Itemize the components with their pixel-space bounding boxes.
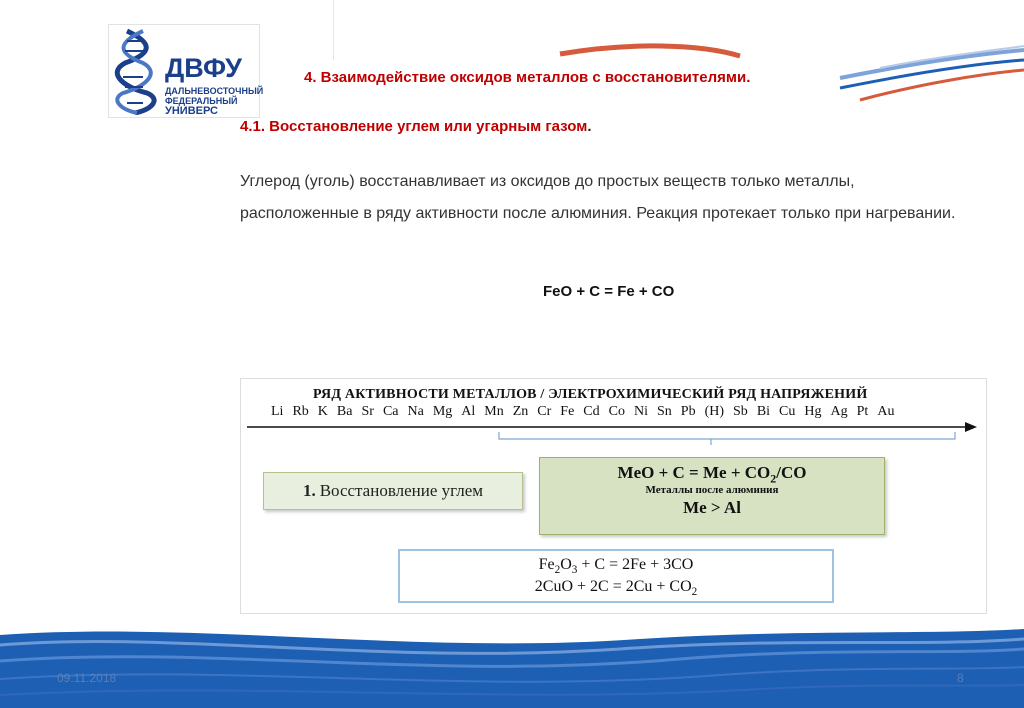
- metal-symbol: Fe: [560, 404, 575, 419]
- example-equation-1: $Fe_2O_3 + C = 2Fe + 3CO$: [538, 556, 694, 577]
- divider-line: [333, 0, 334, 60]
- metal-symbol: Bi: [756, 404, 771, 419]
- metal-symbol: Zn: [512, 404, 529, 419]
- box-label: Восстановление углем: [319, 481, 484, 500]
- metal-symbol: Mn: [484, 404, 504, 419]
- metal-symbol: Au: [877, 404, 895, 419]
- general-reaction-box: [539, 457, 885, 535]
- metal-symbol: Li: [271, 404, 284, 419]
- metal-symbol: Sn: [656, 404, 672, 419]
- metal-symbol: Mg: [432, 404, 453, 419]
- decorative-footer-band: [0, 625, 1024, 708]
- metal-symbol: Cu: [779, 404, 796, 419]
- dna-helix-icon: [113, 27, 165, 115]
- metal-symbol: Cd: [583, 404, 600, 419]
- logo-title: ДВФУ: [165, 53, 242, 83]
- activity-series-figure: [240, 378, 987, 614]
- metal-symbol: Hg: [804, 404, 822, 419]
- figure-title: РЯД АКТИВНОСТИ МЕТАЛЛОВ / ЭЛЕКТРОХИМИЧЕСКИЙ РЯД НАПРЯЖЕНИЙ: [313, 387, 868, 402]
- metal-symbol: Na: [407, 404, 424, 419]
- subheading-text: 4.1. Восстановление углем или угарным газом: [240, 118, 588, 135]
- metal-symbol: Pb: [680, 404, 696, 419]
- university-logo: [108, 24, 264, 118]
- metal-symbol: Sr: [361, 404, 374, 419]
- metal-symbol: Cr: [537, 404, 552, 419]
- section-subheading: [240, 118, 591, 135]
- logo-subtitle-3: УНИВЕРС: [165, 105, 218, 117]
- slide-heading: 4. Взаимодействие оксидов металлов с восстановителями.: [304, 69, 751, 86]
- example-equation-2: $2CuO + 2C = 2Cu + CO_2$: [534, 578, 698, 599]
- metal-symbol: Ni: [633, 404, 648, 419]
- metal-symbol: Pt: [856, 404, 869, 419]
- metal-symbol: Ca: [382, 404, 399, 419]
- subheading-period: .: [587, 118, 592, 135]
- metal-symbol: Co: [608, 404, 625, 419]
- logo-subtitle-2: ФЕДЕРАЛЬНЫЙ: [165, 96, 238, 106]
- example-reactions-box: [398, 549, 834, 603]
- metal-symbol: Ba: [336, 404, 353, 419]
- metal-symbol: Al: [461, 404, 476, 419]
- metals-note: Металлы после алюминия: [645, 484, 779, 496]
- logo-subtitle-1: ДАЛЬНЕВОСТОЧНЫЙ: [165, 86, 264, 96]
- main-equation: FeO + C = Fe + CO: [543, 283, 675, 300]
- metal-symbol: Sb: [733, 404, 748, 419]
- metal-symbol: K: [317, 404, 328, 419]
- footer-date: 09.11.2018: [57, 671, 117, 685]
- metal-symbol: Ag: [830, 404, 848, 419]
- metal-symbol: Rb: [292, 404, 309, 419]
- metals-row: [271, 404, 903, 420]
- general-equation: MeO + $C = Me + CO_2/CO$: [617, 463, 807, 486]
- body-paragraph: Углерод (уголь) восстанавливает из оксидов до простых веществ только металлы, расположенные в ряду активности после алюминия. Реакция протекает только при нагревании.: [240, 173, 956, 222]
- metal-symbol: (H): [704, 404, 725, 419]
- page-number: 8: [957, 671, 964, 685]
- box-number: 1.: [302, 481, 316, 500]
- carbon-reduction-label-box: [263, 472, 523, 510]
- metal-condition: Me > Al: [683, 498, 741, 517]
